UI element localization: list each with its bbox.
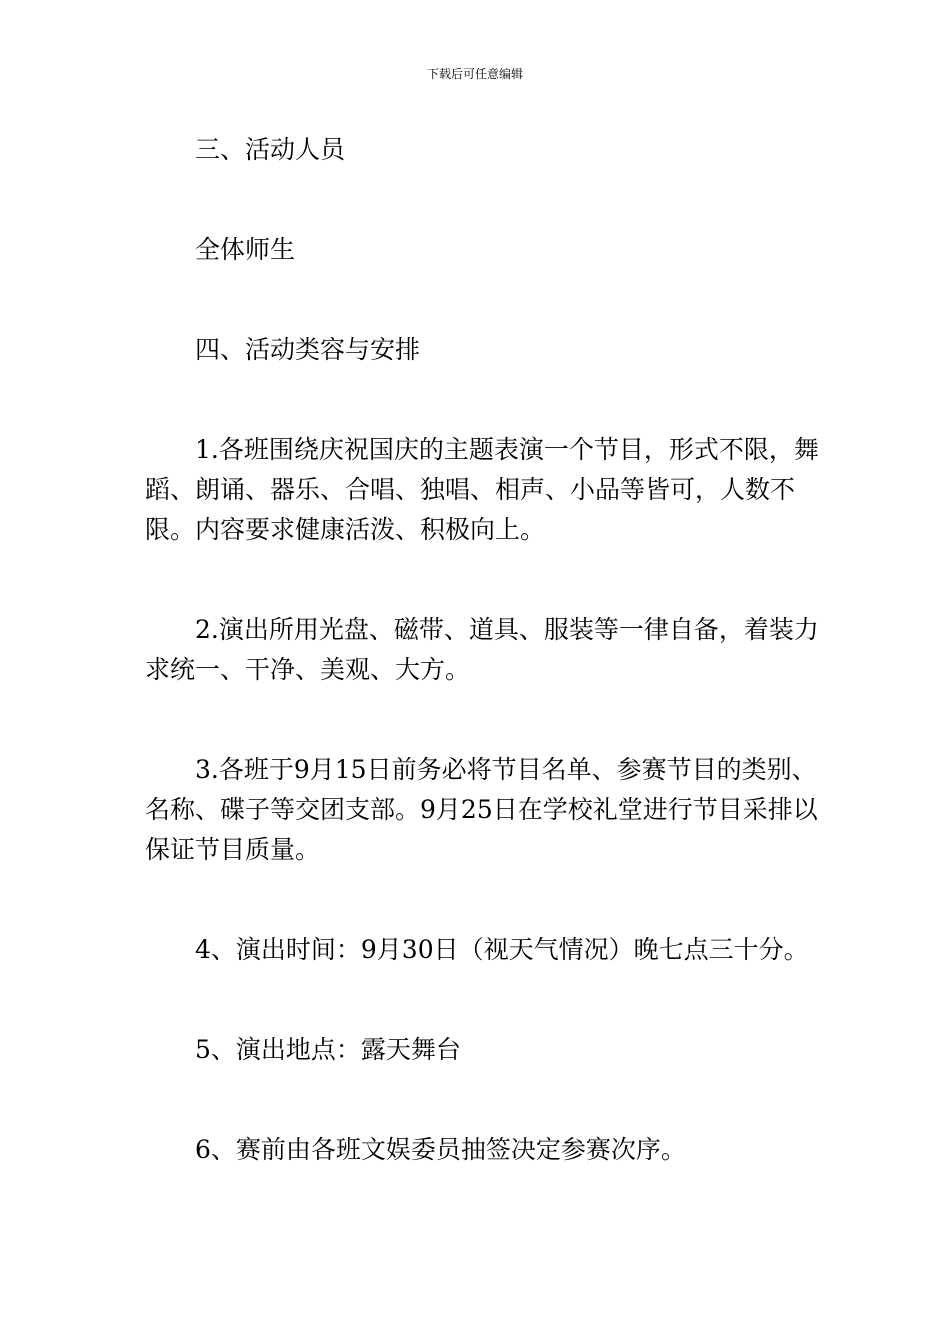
item-3-paragraph: 3.各班于9月15日前务必将节目名单、参赛节目的类别、名称、碟子等交团支部。9月25日在学校礼堂进行节目采排以保证节目质量。 [145,755,818,864]
item-1-paragraph: 1.各班围绕庆祝国庆的主题表演一个节目，形式不限，舞蹈、朗诵、器乐、合唱、独唱、相声、小品等皆可，人数不限。内容要求健康活泼、积极向上。 [145,435,819,544]
section-heading-content-arrangement: 四、活动类容与安排 [195,335,421,364]
page-header: 下载后可任意编辑 [426,67,523,81]
item-5-paragraph: 5、演出地点：露天舞台 [195,1035,461,1064]
section-heading-participants: 三、活动人员 [195,135,346,164]
participants-text: 全体师生 [195,235,296,264]
document-body [145,130,825,1170]
item-6-paragraph: 6、赛前由各班文娱委员抽签决定参赛次序。 [195,1135,686,1164]
item-4-paragraph: 4、演出时间：9月30日（视天气情况）晚七点三十分。 [195,935,809,964]
item-2-paragraph: 2.演出所用光盘、磁带、道具、服装等一律自备，着装力求统一、干净、美观、大方。 [145,615,819,684]
